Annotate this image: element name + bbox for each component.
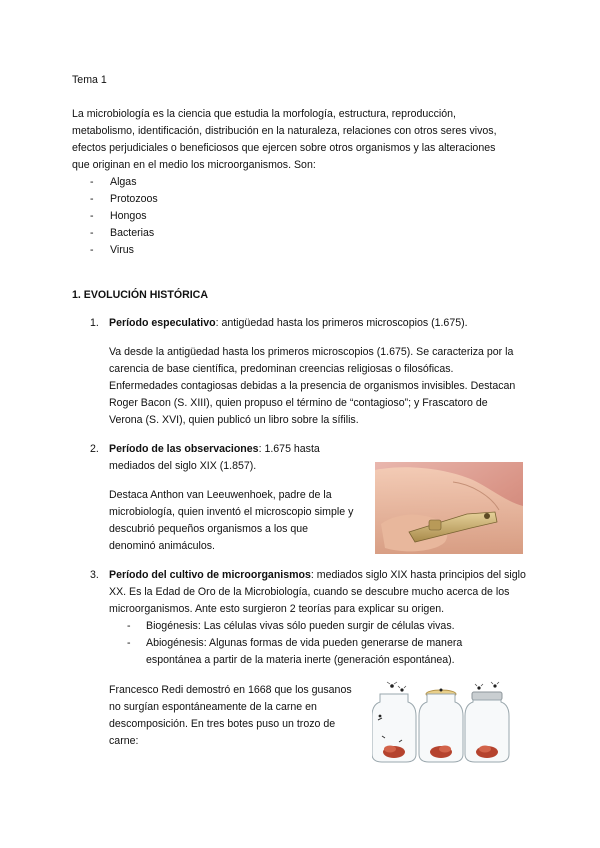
paragraph-line: carencia de base científica, predominan creencias religiosas o filosóficas.: [109, 363, 454, 375]
paragraph-line: carne:: [109, 735, 139, 747]
paragraph-line: descomposición. En tres botes puso un trozo de: [109, 718, 336, 730]
topic-heading: Tema 1: [72, 74, 107, 86]
list-bullet: -: [127, 620, 131, 632]
intro-line: que originan en el medio los microorganismos. Son:: [72, 159, 316, 171]
theory-biogenesis: Biogénesis: Las células vivas sólo pueden surgir de células vivas.: [146, 620, 455, 632]
item-heading-cont: mediados del siglo XIX (1.857).: [109, 460, 257, 472]
paragraph-line: descubrió pequeños organismos a los que: [109, 523, 309, 535]
list-bullet: -: [90, 210, 94, 222]
item-title-rest: : antigüedad hasta los primeros microscopios (1.675).: [215, 317, 468, 329]
open-jar: [372, 682, 416, 762]
paragraph-line: Destaca Anthon van Leeuwenhoek, padre de la: [109, 489, 332, 501]
item-number: 2.: [90, 443, 99, 455]
item-title-rest: : 1.675 hasta: [258, 443, 320, 455]
list-bullet: -: [127, 637, 131, 649]
paragraph-line: microbiología, quien inventó el microscopio simple y: [109, 506, 354, 518]
item-title: Período de las observaciones: [109, 443, 259, 455]
list-bullet: -: [90, 193, 94, 205]
paragraph-line: Enfermedades contagiosas debidas a la presencia de organismos invisibles. Destacan: [109, 380, 516, 392]
redi-jars-illustration: [372, 680, 510, 764]
intro-line: efectos perjudiciales o beneficiosos que ejercen sobre otros organismos y las alteraciones: [72, 142, 496, 154]
paragraph-line: Roger Bacon (S. XIII), quien propuso el término de “contagioso”; y Frascatoro de: [109, 397, 488, 409]
item-title: Período especulativo: [109, 317, 216, 329]
intro-line: metabolismo, identificación, distribución en la naturaleza, relaciones con otros seres vivos,: [72, 125, 497, 137]
item-heading: [109, 567, 526, 584]
list-item: Protozoos: [110, 193, 158, 205]
item-title-rest: : mediados siglo XIX hasta principios del siglo: [310, 569, 526, 581]
list-item: Algas: [110, 176, 137, 188]
item-heading: [109, 441, 320, 458]
paragraph-line: Verona (S. XVI), quien publicó un libro sobre la sífilis.: [109, 414, 359, 426]
paragraph-line: Va desde la antigüedad hasta los primeros microscopios (1.675). Se caracteriza por la: [109, 346, 514, 358]
sealed-jar: [465, 682, 509, 762]
item-heading: [109, 315, 468, 332]
list-bullet: -: [90, 244, 94, 256]
list-bullet: -: [90, 227, 94, 239]
paragraph-line: denominó animáculos.: [109, 540, 215, 552]
section-title: 1. EVOLUCIÓN HISTÓRICA: [72, 289, 208, 301]
paragraph-line: microorganismos. Ante esto surgieron 2 teorías para explicar su origen.: [109, 603, 445, 615]
item-title: Período del cultivo de microorganismos: [109, 569, 311, 581]
item-number: 3.: [90, 569, 99, 581]
gauze-jar: [419, 689, 463, 763]
list-bullet: -: [90, 176, 94, 188]
paragraph-line: Francesco Redi demostró en 1668 que los gusanos: [109, 684, 352, 696]
list-item: Bacterias: [110, 227, 155, 239]
intro-line: La microbiología es la ciencia que estudia la morfología, estructura, reproducción,: [72, 108, 456, 120]
theory-abiogenesis: Abiogénesis: Algunas formas de vida pueden generarse de manera: [146, 637, 463, 649]
item-number: 1.: [90, 317, 99, 329]
paragraph-line: no surgían espontáneamente de la carne en: [109, 701, 317, 713]
list-item: Hongos: [110, 210, 147, 222]
microscope-photo: [375, 462, 523, 554]
theory-abiogenesis-cont: espontánea a partir de la materia inerte (generación espontánea).: [146, 654, 455, 666]
list-item: Virus: [110, 244, 134, 256]
paragraph-line: XX. Es la Edad de Oro de la Microbiología, cuando se descubre mucho acerca de los: [109, 586, 510, 598]
